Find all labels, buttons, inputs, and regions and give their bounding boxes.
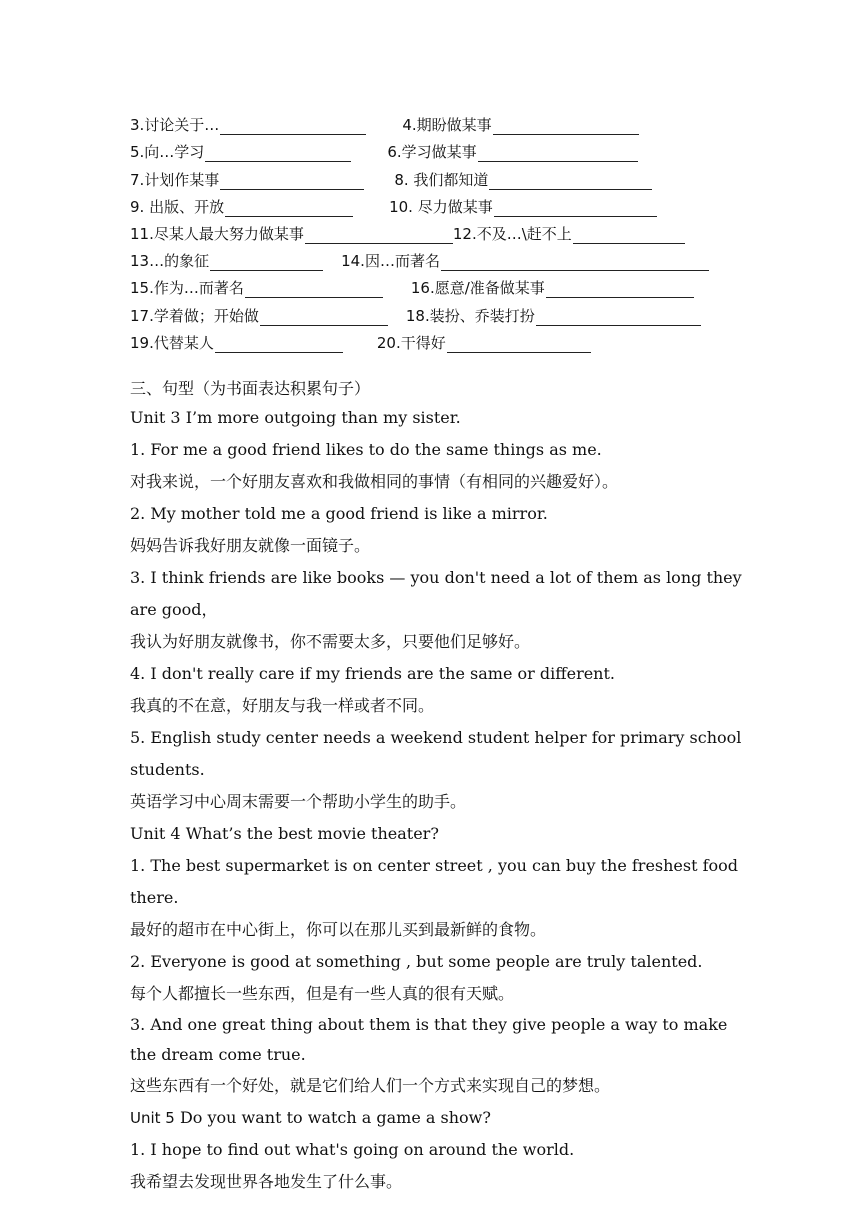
english-sentence: 1. The best supermarket is on center street , you can buy the freshest food there. <box>130 855 739 907</box>
english-sentence: 5. English study center needs a weekend student helper for primary school students. <box>130 727 742 779</box>
vocab-item <box>130 250 323 271</box>
vocab-label: 8. 我们都知道 <box>394 170 489 189</box>
vocab-row <box>130 326 750 353</box>
vocab-item <box>130 332 343 353</box>
vocab-item <box>377 332 591 353</box>
unit-title-rest: Do you want to watch a game a show? <box>174 1107 491 1127</box>
vocab-label: 14.因…而著名 <box>341 252 440 271</box>
vocab-item <box>130 277 383 298</box>
unit-title <box>130 1102 750 1134</box>
sentence-units <box>130 402 750 1198</box>
vocab-item <box>394 169 652 190</box>
vocab-item <box>406 305 701 326</box>
vocab-label: 4.期盼做某事 <box>402 116 492 135</box>
answer-blank[interactable] <box>546 281 694 298</box>
vocab-label: 20.干得好 <box>376 333 446 352</box>
vocab-row <box>130 190 750 217</box>
vocab-item <box>130 305 388 326</box>
answer-blank[interactable] <box>220 118 366 135</box>
section-heading: 三、句型（为书面表达积累句子） <box>130 378 371 398</box>
vocab-label: 18.装扮、乔装打扮 <box>405 306 535 325</box>
answer-blank[interactable] <box>494 200 657 217</box>
english-sentence: 1. For me a good friend likes to do the same things as me. <box>130 439 602 459</box>
vocab-item <box>341 250 709 271</box>
vocab-label: 3.讨论关于… <box>130 116 220 135</box>
unit-title: Unit 4 What’s the best movie theater? <box>130 823 439 843</box>
chinese-translation: 对我来说，一个好朋友喜欢和我做相同的事情（有相同的兴趣爱好）。 <box>130 471 619 491</box>
answer-blank[interactable] <box>493 118 639 135</box>
vocab-label: 7.计划作某事 <box>130 170 220 189</box>
unit-title: Unit 3 I’m more outgoing than my sister. <box>130 407 461 427</box>
answer-blank[interactable] <box>441 254 709 271</box>
vocab-label: 16.愿意/准备做某事 <box>410 279 545 298</box>
vocab-item <box>130 223 453 244</box>
answer-blank[interactable] <box>205 145 351 162</box>
vocab-item <box>130 141 351 162</box>
vocab-item <box>411 277 694 298</box>
vocab-row <box>130 271 750 298</box>
english-sentence: 3. I think friends are like books — you don't need a lot of them as long they are good， <box>130 567 742 619</box>
vocab-item <box>453 223 685 244</box>
answer-blank[interactable] <box>478 145 638 162</box>
chinese-translation: 妈妈告诉我好朋友就像一面镜子。 <box>130 535 371 555</box>
vocab-label: 15.作为…而著名 <box>130 279 244 298</box>
vocab-label: 6.学习做某事 <box>387 143 477 162</box>
vocabulary-blanks <box>130 108 750 353</box>
vocab-item <box>402 114 638 135</box>
vocab-item <box>130 169 364 190</box>
english-sentence: 2. My mother told me a good friend is like a mirror. <box>130 503 548 523</box>
answer-blank[interactable] <box>536 309 701 326</box>
vocab-label: 19.代替某人 <box>130 333 214 352</box>
worksheet-page <box>130 108 750 1198</box>
answer-blank[interactable] <box>225 200 353 217</box>
english-sentence: 2. Everyone is good at something , but some people are truly talented. <box>130 951 703 971</box>
answer-blank[interactable] <box>447 336 591 353</box>
vocab-row <box>130 108 750 135</box>
vocab-item <box>130 114 366 135</box>
english-sentence: 1. I hope to find out what's going on around the world. <box>130 1139 575 1159</box>
vocab-row <box>130 244 750 271</box>
vocab-label: 13…的象征 <box>130 252 210 271</box>
answer-blank[interactable] <box>260 309 388 326</box>
vocab-item <box>387 141 637 162</box>
answer-blank[interactable] <box>220 173 364 190</box>
vocab-label: 9. 出版、开放 <box>130 197 225 216</box>
vocab-row <box>130 298 750 325</box>
answer-blank[interactable] <box>573 227 685 244</box>
chinese-translation: 我真的不在意，好朋友与我一样或者不同。 <box>130 695 435 715</box>
chinese-translation: 我认为好朋友就像书，你不需要太多，只要他们足够好。 <box>130 631 531 651</box>
vocab-label: 17.学着做；开始做 <box>130 306 259 325</box>
english-sentence: 3. And one great thing about them is that they give people a way to make the dream come true. <box>130 1014 728 1064</box>
unit-title-prefix: Unit 5 <box>130 1108 175 1127</box>
vocab-label: 12.不及…\赶不上 <box>452 224 572 243</box>
answer-blank[interactable] <box>210 254 323 271</box>
answer-blank[interactable] <box>489 173 652 190</box>
vocab-item <box>130 196 353 217</box>
answer-blank[interactable] <box>215 336 343 353</box>
chinese-translation: 这些东西有一个好处，就是它们给人们一个方式来实现自己的梦想。 <box>130 1075 611 1095</box>
chinese-translation: 我希望去发现世界各地发生了什么事。 <box>130 1171 403 1191</box>
vocab-label: 10. 尽力做某事 <box>389 197 493 216</box>
vocab-label: 5.向…学习 <box>130 143 205 162</box>
vocab-row <box>130 217 750 244</box>
vocab-item <box>389 196 657 217</box>
vocab-row <box>130 162 750 189</box>
vocab-label: 11.尽某人最大努力做某事 <box>130 224 304 243</box>
chinese-translation: 英语学习中心周末需要一个帮助小学生的助手。 <box>130 791 467 811</box>
chinese-translation: 最好的超市在中心街上，你可以在那儿买到最新鲜的食物。 <box>130 919 547 939</box>
chinese-translation: 每个人都擅长一些东西，但是有一些人真的很有天赋。 <box>130 983 515 1003</box>
answer-blank[interactable] <box>305 227 453 244</box>
vocab-row <box>130 135 750 162</box>
english-sentence: 4. I don't really care if my friends are the same or different. <box>130 663 615 683</box>
answer-blank[interactable] <box>245 281 383 298</box>
